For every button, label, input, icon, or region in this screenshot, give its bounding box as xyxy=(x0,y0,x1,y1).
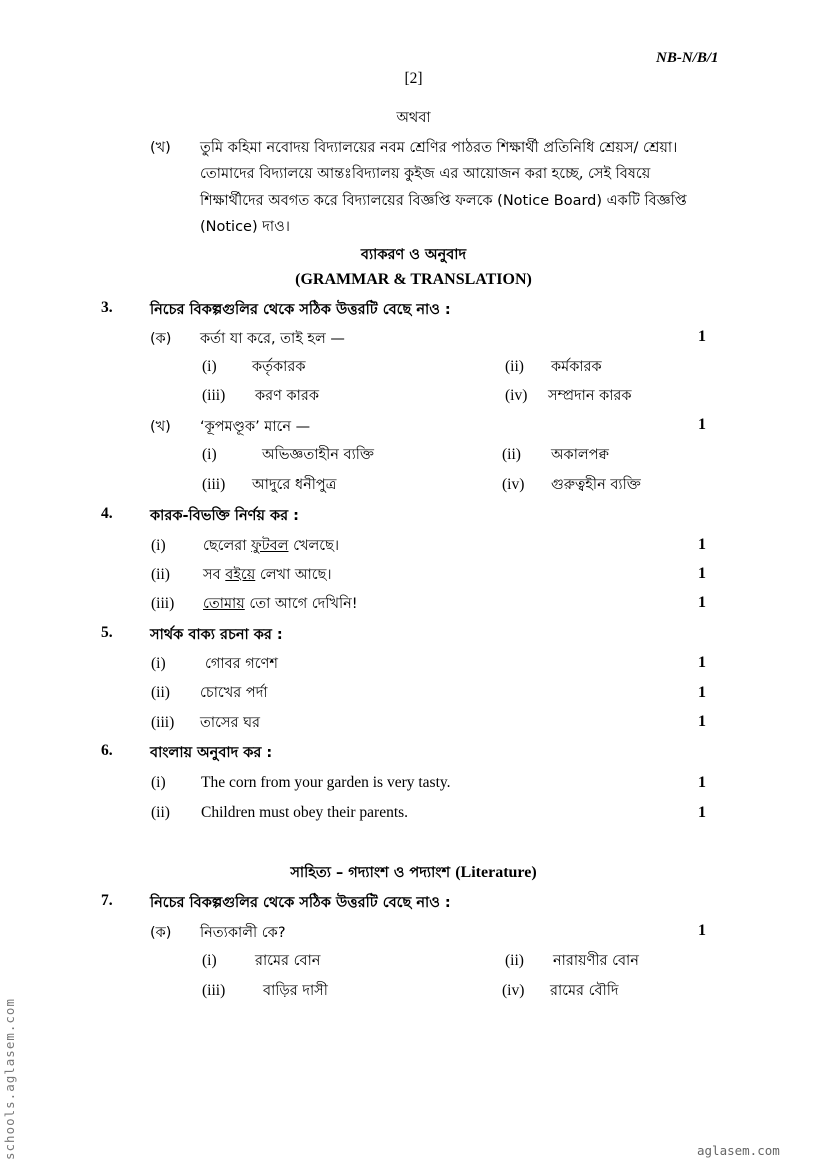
paper-code: NB-N/B/1 xyxy=(656,50,719,66)
q3b-opt4-num: (iv) xyxy=(502,476,525,493)
q7a-label: (ক) xyxy=(150,925,172,941)
page-number: [2] xyxy=(404,70,423,87)
q5-item1-num: (i) xyxy=(151,655,166,672)
q3b-opt1-num: (i) xyxy=(202,446,217,463)
q7a-opt2-num: (ii) xyxy=(505,952,524,969)
q6-item1-text: The corn from your garden is very tasty. xyxy=(201,774,451,791)
q5-item3-text: তাসের ঘর xyxy=(200,715,261,731)
q5-item3-mark: 1 xyxy=(698,713,706,730)
q6-text: বাংলায় অনুবাদ কর : xyxy=(150,745,273,761)
q4-item1-post: খেলছে। xyxy=(288,538,340,554)
literature-heading-bn: সাহিত্য – গদ্যাংশ ও পদ্যাংশ xyxy=(290,865,451,881)
q4-item2-mark: 1 xyxy=(698,565,706,582)
q4-item1-pre: ছেলেরা xyxy=(203,538,252,554)
q4-item2-post: লেখা আছে। xyxy=(255,567,332,583)
q6-item1-num: (i) xyxy=(151,774,166,791)
q3b-label: (খ) xyxy=(150,419,171,435)
q4-item3-post: তো আগে দেখিনি! xyxy=(244,596,358,612)
or-line-3: শিক্ষার্থীদের অবগত করে বিদ্যালয়ের বিজ্ঞপ্তি ফলকে (Notice Board) একটি বিজ্ঞপ্তি xyxy=(200,193,687,209)
or-line-2: তোমাদের বিদ্যালয়ে আন্তঃবিদ্যালয় কুইজ এর আয়োজন করা হচ্ছে, সেই বিষয়ে xyxy=(200,166,651,182)
q4-item1-underlined: ফুটবল xyxy=(251,538,289,554)
q4-text: কারক-বিভক্তি নির্ণয় কর : xyxy=(150,508,299,524)
or-label: (খ) xyxy=(150,140,171,156)
q4-item2-sentence xyxy=(203,564,332,588)
q7a-text: নিত্যকালী কে? xyxy=(200,925,286,941)
q3a-opt3-num: (iii) xyxy=(202,387,226,404)
q7-text: নিচের বিকল্পগুলির থেকে সঠিক উত্তরটি বেছে নাও : xyxy=(150,895,451,911)
q5-item2-num: (ii) xyxy=(151,684,170,701)
literature-heading xyxy=(0,862,827,886)
q5-item1-mark: 1 xyxy=(698,654,706,671)
q3a-label: (ক) xyxy=(150,331,172,347)
q4-item2-underlined: বইয়ে xyxy=(225,567,256,583)
q4-item1-sentence xyxy=(203,535,339,559)
q7a-opt4-text: রামের বৌদি xyxy=(550,983,619,999)
q3a-opt4-text: সম্প্রদান কারক xyxy=(548,388,632,404)
q6-item1-mark: 1 xyxy=(698,774,706,791)
q6-number: 6. xyxy=(101,742,113,759)
q3b-opt2-num: (ii) xyxy=(502,446,521,463)
q3a-text: কর্তা যা করে, তাই হল — xyxy=(200,331,345,347)
q5-item2-mark: 1 xyxy=(698,684,706,701)
q5-text: সার্থক বাক্য রচনা কর : xyxy=(150,627,283,643)
q3-text: নিচের বিকল্পগুলির থেকে সঠিক উত্তরটি বেছে নাও : xyxy=(150,302,451,318)
q4-item3-sentence xyxy=(203,593,358,617)
q3b-text: ‘কূপমণ্ডূক’ মানে — xyxy=(200,419,311,435)
q3a-opt2-num: (ii) xyxy=(505,358,524,375)
q7a-opt4-num: (iv) xyxy=(502,982,525,999)
q3b-opt2-text: অকালপক্ব xyxy=(551,447,609,463)
q4-item1-num: (i) xyxy=(151,537,166,554)
q5-item2-text: চোখের পর্দা xyxy=(200,685,268,701)
q7a-mark: 1 xyxy=(698,922,706,939)
grammar-heading-bn: ব্যাকরণ ও অনুবাদ xyxy=(360,247,467,263)
or-heading: অথবা xyxy=(396,110,431,126)
q3b-opt1-text: অভিজ্ঞতাহীন ব্যক্তি xyxy=(262,447,375,463)
q7a-opt1-num: (i) xyxy=(202,952,217,969)
q3a-opt1-num: (i) xyxy=(202,358,217,375)
q4-item3-num: (iii) xyxy=(151,595,175,612)
q4-item1-mark: 1 xyxy=(698,536,706,553)
q3a-opt2-text: কর্মকারক xyxy=(551,359,602,375)
bottom-watermark: aglasem.com xyxy=(697,1143,780,1158)
grammar-heading-en: (GRAMMAR & TRANSLATION) xyxy=(295,271,532,288)
q3-number: 3. xyxy=(101,299,113,316)
q4-item3-underlined: তোমায় xyxy=(203,596,245,612)
literature-heading-en: (Literature) xyxy=(455,864,537,881)
q3b-mark: 1 xyxy=(698,416,706,433)
q6-item2-text: Children must obey their parents. xyxy=(201,804,409,821)
q5-number: 5. xyxy=(101,624,113,641)
q6-item2-mark: 1 xyxy=(698,804,706,821)
side-watermark: schools.aglasem.com xyxy=(2,998,17,1160)
q3a-opt1-text: কর্তৃকারক xyxy=(252,359,306,375)
q7a-opt3-num: (iii) xyxy=(202,982,226,999)
q4-item2-num: (ii) xyxy=(151,566,170,583)
q3b-opt4-text: গুরুত্বহীন ব্যক্তি xyxy=(551,477,641,493)
q3b-opt3-text: আদুরে ধনীপুত্র xyxy=(252,477,337,493)
q5-item1-text: গোবর গণেশ xyxy=(205,656,278,672)
q4-number: 4. xyxy=(101,505,113,522)
q3a-opt3-text: করণ কারক xyxy=(255,388,319,404)
q7a-opt3-text: বাড়ির দাসী xyxy=(263,983,328,999)
q5-item3-num: (iii) xyxy=(151,714,175,731)
or-line-4: (Notice) দাও। xyxy=(200,219,290,235)
q4-item2-pre: সব xyxy=(203,567,226,583)
q3a-mark: 1 xyxy=(698,328,706,345)
q6-item2-num: (ii) xyxy=(151,804,170,821)
q4-item3-mark: 1 xyxy=(698,594,706,611)
q7a-opt1-text: রামের বোন xyxy=(255,953,321,969)
q3b-opt3-num: (iii) xyxy=(202,476,226,493)
q3a-opt4-num: (iv) xyxy=(505,387,528,404)
q7-number: 7. xyxy=(101,892,113,909)
q7a-opt2-text: নারায়ণীর বোন xyxy=(553,953,639,969)
or-line-1: তুমি কহিমা নবোদয় বিদ্যালয়ের নবম শ্রেণির পাঠরত শিক্ষার্থী প্রতিনিধি শ্রেয়স/ শ্রেয়া। xyxy=(200,140,678,156)
